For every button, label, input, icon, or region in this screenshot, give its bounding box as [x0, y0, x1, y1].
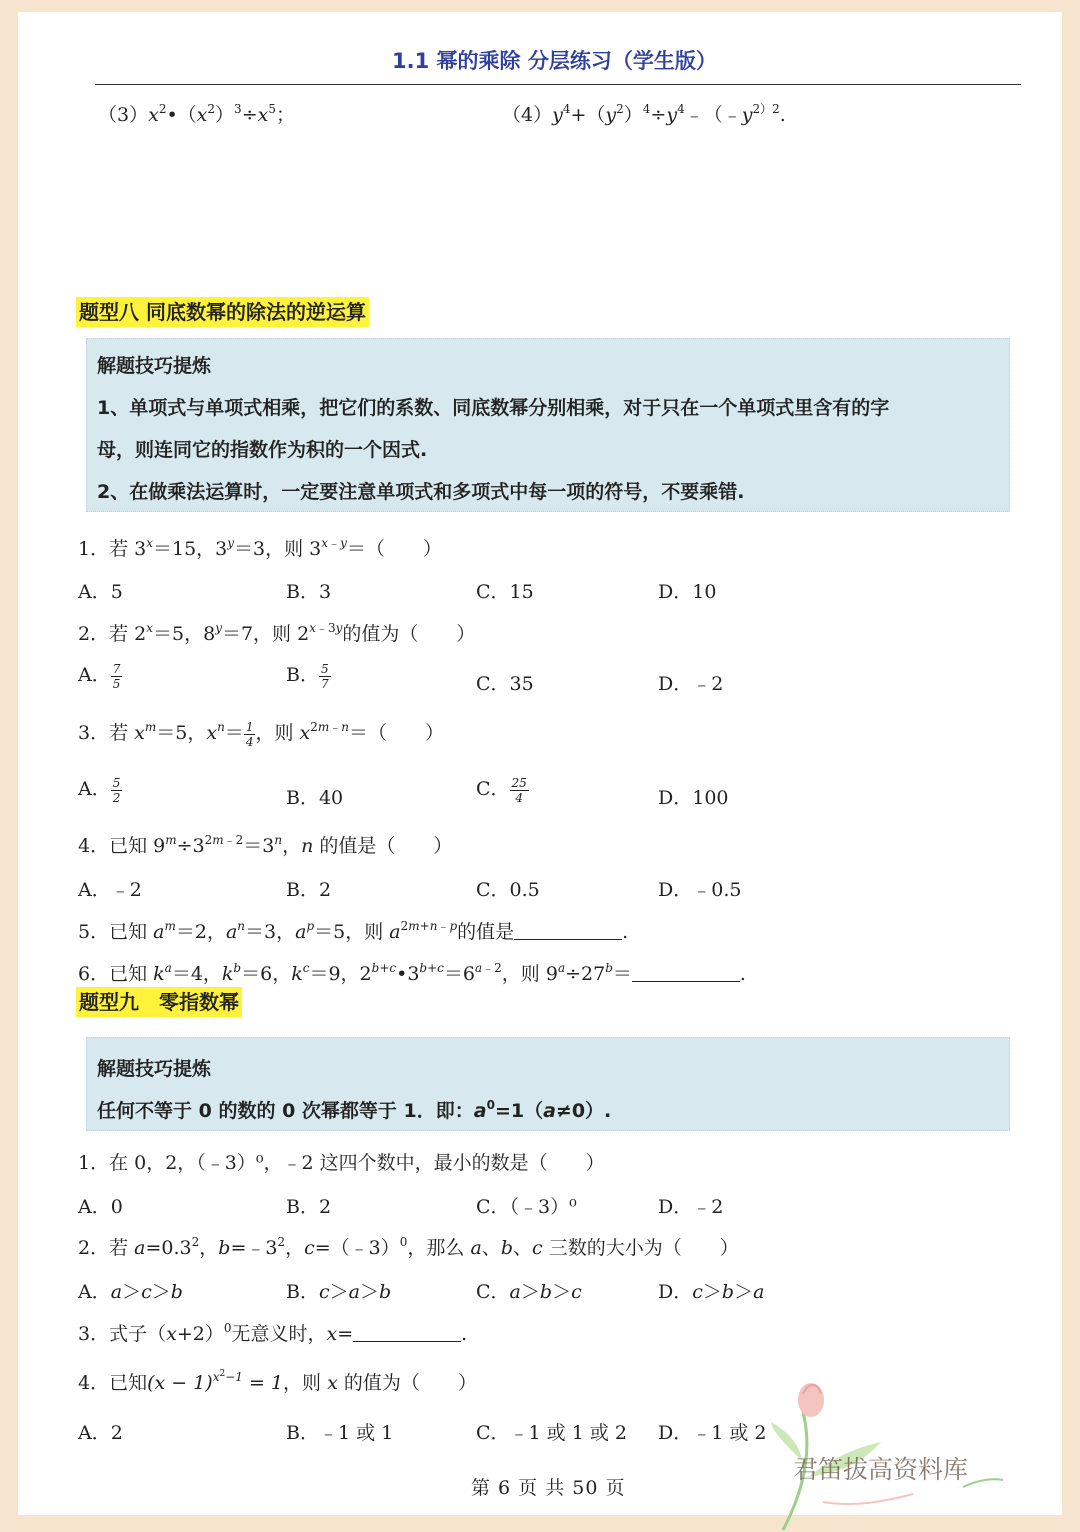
watermark-text: 君笛拔高资料库 [793, 1455, 969, 1484]
s8-question-5: 5．已知 $a^m=2$，$a^n=3$，$a^p=5$，则 $a^{2m+n﹣p}$的值是 . [78, 919, 629, 943]
s9-question-2: 2．若 $a=0.3^2$，$b=﹣3^2$，c=（﹣3）$^0$，那么 a、b、c 三数的大小为（ ） [78, 1235, 739, 1259]
document-page [18, 12, 1062, 1515]
s9-q4-option-a: A．2 [78, 1422, 123, 1444]
s8-q1-option-c: C．15 [476, 581, 534, 603]
s8-question-6: 6．已知 $k^a=4$，$k^b=6$，$k^c=9$，$2^{b+c}•3^{b+c}=6^{a﹣2}$，则 $9^a\div 27^b=$ . [78, 961, 746, 985]
tip-line-2: 母，则连同它的指数作为积的一个因式. [97, 439, 428, 461]
tip-line-3: 2、在做乘法运算时，一定要注意单项式和多项式中每一项的符号，不要乘错. [97, 481, 745, 503]
section-9-tip-box [86, 1037, 1010, 1131]
s8-q4-option-a: A．﹣2 [78, 879, 142, 901]
s8-q1-option-d: D．10 [658, 581, 717, 603]
s8-q2-option-a: A． $\frac{7}{5}$ [78, 661, 121, 691]
s8-q2-option-c: C．35 [476, 673, 534, 695]
s8-question-1: 1．若 $3^x=15$，$3^y=3$，则 $3^{x﹣y}=$（ ） [78, 536, 442, 560]
section-8-title: 题型八 同底数幂的除法的逆运算 [76, 296, 369, 325]
tip-title: 解题技巧提炼 [97, 1058, 212, 1080]
s9-question-3: 3．式子$(x+2)^0$无意义时，x= . [78, 1321, 468, 1345]
answer-blank[interactable] [514, 923, 622, 940]
problem-3: $(3)x^2•(x^2)^3\div x^5$； [98, 102, 295, 126]
tip-title: 解题技巧提炼 [97, 355, 212, 377]
s8-question-2: 2．若 $2^x=5$，$8^y=7$，则 $2^{x﹣3y}$的值为（ ） [78, 621, 476, 645]
s9-q2-option-b: B．c＞a＞b [286, 1281, 392, 1303]
s9-question-1: 1．在 0，2，（﹣3）⁰，﹣2 这四个数中，最小的数是（ ） [78, 1152, 605, 1174]
tip-line-1: 任何不等于 0 的数的 0 次幂都等于 1．即：$a^0=1(a\ne 0)$. [97, 1098, 612, 1122]
s9-q1-option-a: A．0 [78, 1196, 123, 1218]
s9-q1-option-b: B．2 [286, 1196, 332, 1218]
s8-q4-option-d: D．﹣0.5 [658, 879, 742, 901]
s8-q3-option-d: D．100 [658, 787, 729, 809]
s8-question-3: 3．若 $x^m=5$，$x^n=$ $\frac{1}{4}$ ，则 $x^{2m﹣n}=$（ ） [78, 719, 445, 749]
s8-q4-option-b: B．2 [286, 879, 332, 901]
s9-question-4: 4．已知$(x - 1)^{x^2-1} = 1$，则 x 的值为（ ） [78, 1369, 477, 1394]
section-9-title: 题型九 零指数幂 [76, 986, 242, 1015]
s8-q3-option-a: A． $\frac{5}{2}$ [78, 775, 121, 805]
section-8-tip-box [86, 338, 1010, 512]
s8-q1-option-b: B．3 [286, 581, 332, 603]
s9-q2-option-c: C．a＞b＞c [476, 1281, 582, 1303]
s8-q2-option-b: B． $\frac{5}{7}$ [286, 661, 329, 691]
answer-blank[interactable] [353, 1325, 461, 1342]
s9-q4-option-b: B．﹣1 或 1 [286, 1422, 394, 1444]
s8-q1-option-a: A．5 [78, 581, 123, 603]
problem-4: $(4)y^4+(y^2)^4\div y^4﹣(﹣y^{2)2}$. [502, 102, 786, 126]
s9-q4-option-c: C．﹣1 或 1 或 2 [476, 1422, 627, 1444]
header-divider [95, 84, 1021, 85]
s9-q4-option-d: D．﹣1 或 2 [658, 1422, 767, 1444]
s9-q1-option-c: C．（﹣3）⁰ [476, 1196, 577, 1218]
s8-q4-option-c: C．0.5 [476, 879, 540, 901]
s8-q3-option-c: C． $\frac{25}{4}$ [476, 775, 527, 805]
watermark-logo [763, 1382, 1023, 1532]
s8-q3-option-b: B．40 [286, 787, 344, 809]
tip-line-1: 1、单项式与单项式相乘，把它们的系数、同底数幂分别相乘，对于只在一个单项式里含有的字 [97, 397, 890, 419]
answer-blank[interactable] [632, 965, 740, 982]
s9-q1-option-d: D．﹣2 [658, 1196, 724, 1218]
s9-q2-option-a: A．a＞c＞b [78, 1281, 183, 1303]
page-header-title: 1.1 幂的乘除 分层练习（学生版） [392, 49, 717, 73]
s8-q2-option-d: D．﹣2 [658, 673, 724, 695]
s9-q2-option-d: D．c＞b＞a [658, 1281, 765, 1303]
page-footer: 第 6 页 共 50 页 [471, 1477, 626, 1499]
s8-question-4: 4．已知 $9^m\div 3^{2m﹣2}=3^n$，n 的值是（ ） [78, 833, 453, 857]
